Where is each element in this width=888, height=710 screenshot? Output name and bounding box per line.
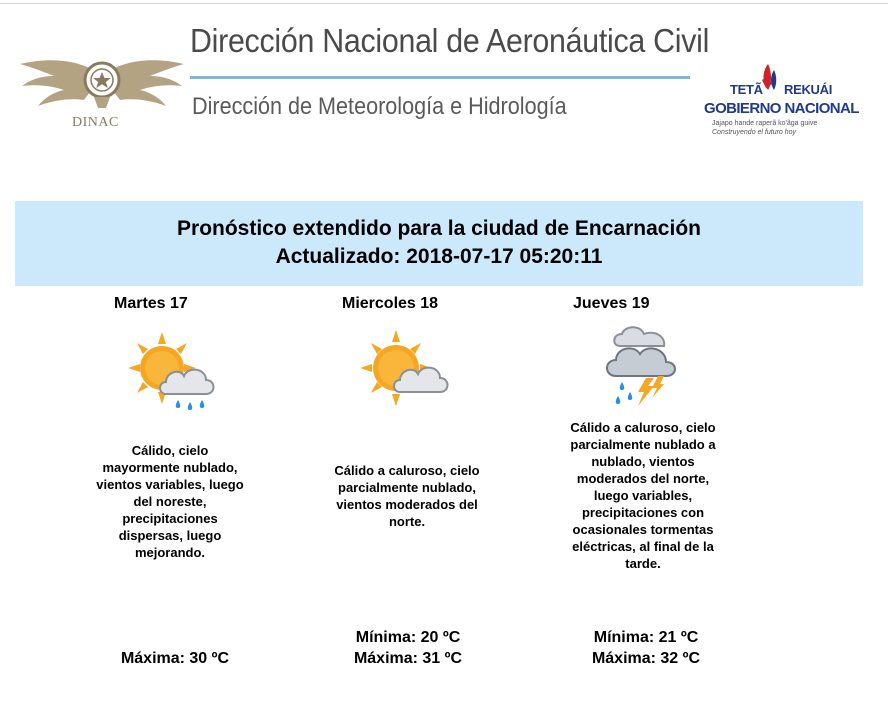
day-description: Cálido a caluroso, cielo parcialmente nublado a nublado, vientos moderados del norte, luego variables, precipitaciones con ocasionales tormentas eléctricas, al final de la tarde. — [570, 420, 716, 571]
day-column-miercoles — [308, 290, 508, 690]
day-min-temp: Mínima: 21 ºC — [593, 629, 699, 646]
gov-logo-spanish-tagline: Construyendo el futuro hoy — [712, 129, 797, 136]
day-min-temp: Mínima: 20 ºC — [355, 629, 461, 646]
page-subtitle: Dirección de Meteorología e Hidrología — [192, 93, 567, 120]
forecast-updated-timestamp: Actualizado: 2018-07-17 05:20:11 — [275, 245, 603, 268]
day-description: Cálido, cielo mayormente nublado, vientos variables, luego del noreste, precipitaciones dispersas, luego mejorando. — [96, 443, 244, 560]
day-description: Cálido a caluroso, cielo parcialmente nublado, vientos moderados del norte. — [334, 463, 480, 529]
day-max-temp: Máxima: 30 ºC — [120, 650, 230, 667]
storm-cloud-icon — [602, 326, 678, 416]
day-name: Martes 17 — [114, 295, 188, 312]
page-title: Dirección Nacional de Aeronáutica Civil — [190, 22, 710, 59]
gov-logo-teta: TETÃ — [730, 82, 763, 97]
day-column-jueves — [546, 290, 746, 690]
day-max-temp: Máxima: 31 ºC — [353, 650, 463, 667]
gov-logo-guarani-tagline: Jajapo hande raperã ko'ãga guive — [712, 120, 818, 127]
day-name: Miercoles 18 — [342, 295, 439, 312]
gov-logo-gobierno: GOBIERNO NACIONAL — [704, 100, 859, 117]
forecast-title: Pronóstico extendido para la ciudad de Encarnación — [177, 217, 701, 240]
sun-cloud-icon — [360, 328, 450, 412]
sun-cloud-rain-icon — [128, 330, 220, 416]
gov-logo-rekuai: REKUÁI — [784, 82, 833, 97]
top-border — [0, 3, 888, 4]
dinac-logo-text: DINAC — [72, 115, 119, 130]
day-max-temp: Máxima: 32 ºC — [591, 650, 701, 667]
forecast-banner — [15, 201, 863, 286]
title-divider — [190, 76, 690, 79]
day-column-martes — [70, 290, 270, 690]
day-name: Jueves 19 — [573, 295, 650, 312]
